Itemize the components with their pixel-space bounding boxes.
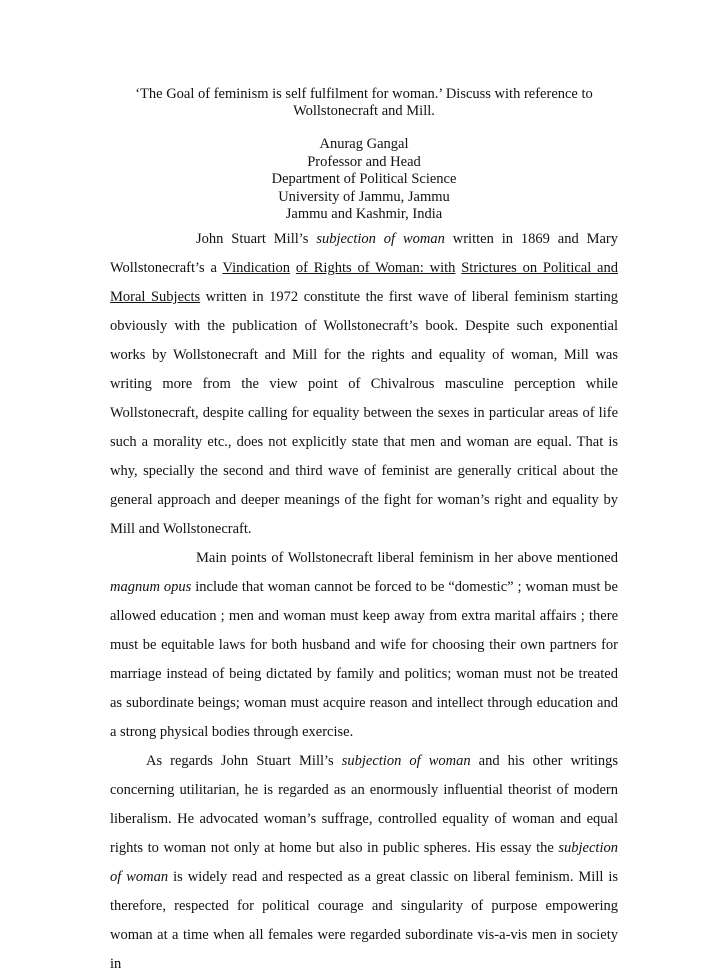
author-location: Jammu and Kashmir, India	[285, 206, 443, 222]
text-run: and his other writings concerning utilitarian, he is regarded as an enormously influential theorist of modern liberalism. He advocated woman’s suffrage, controlled equality of woman and equal rights to woman not only at home but also in public spheres. His essay the	[110, 753, 618, 856]
text-run: John Stuart Mill’s	[196, 231, 317, 247]
author-name: Anurag Gangal	[319, 136, 409, 152]
book-title-italic: subjection of woman	[341, 753, 471, 769]
paragraph-1	[110, 225, 618, 544]
title-line-1: ‘The Goal of feminism is self fulfilment for woman.’ Discuss with reference to	[135, 86, 593, 102]
italic-term: magnum opus	[110, 579, 192, 595]
paragraph-3	[110, 747, 618, 979]
document-header	[110, 86, 618, 224]
text-run: is widely read and respected as a great classic on liberal feminism. Mill is therefore, respected for political courage and singularity of purpose empowering woman at a time when all females were regarded subordinate vis-a-vis men in society in	[110, 869, 619, 972]
underlined-title: Strictures on Political and Moral Subjects	[110, 260, 618, 305]
underlined-title: Vindication	[222, 260, 291, 276]
author-university: University of Jammu, Jammu	[278, 188, 450, 205]
text-run: written in 1972 constitute the first wave of liberal feminism starting obviously with the publication of Wollstonecraft’s book. Despite such exponential works by Wollstonecraft and Mill for the rights and equality of woman, Mill was writing more from the view point of Chivalrous masculine perception while Wollstonecraft, despite calling for equality between the sexes in particular areas of life such a morality etc., does not explicitly state that men and woman are equal. That is why, specially the second and third wave of feminist are generally critical about the general approach and deeper meanings of the fight for woman’s right and equality by Mill and Wollstonecraft.	[110, 289, 618, 537]
text-run: As regards John Stuart Mill’s	[146, 753, 342, 769]
book-title-italic: subjection of woman	[110, 840, 618, 885]
paragraph-2	[110, 544, 618, 747]
title-line-2: Wollstonecraft and Mill.	[293, 103, 435, 119]
text-run: written in 1869 and Mary Wollstonecraft’s a	[110, 231, 618, 276]
document-body	[110, 225, 618, 979]
text-run: include that woman cannot be forced to be “domestic” ; woman must be allowed education ; men and woman must keep away from extra marital affairs ; there must be equitable laws for both husband and wife for choosing their own partners for marriage instead of being dictated by family and politics; woman must not be treated as subordinate beings; woman must acquire reason and intellect through education and a strong physical bodies through exercise.	[110, 579, 618, 740]
essay-title	[110, 86, 618, 120]
author-block	[110, 136, 618, 224]
underlined-title: of Rights of Woman: with	[295, 260, 456, 276]
text-run: Main points of Wollstonecraft liberal feminism in her above mentioned	[196, 550, 618, 566]
author-department: Department of Political Science	[271, 171, 457, 187]
book-title-italic: subjection of woman	[316, 231, 445, 247]
author-position: Professor and Head	[307, 153, 421, 170]
